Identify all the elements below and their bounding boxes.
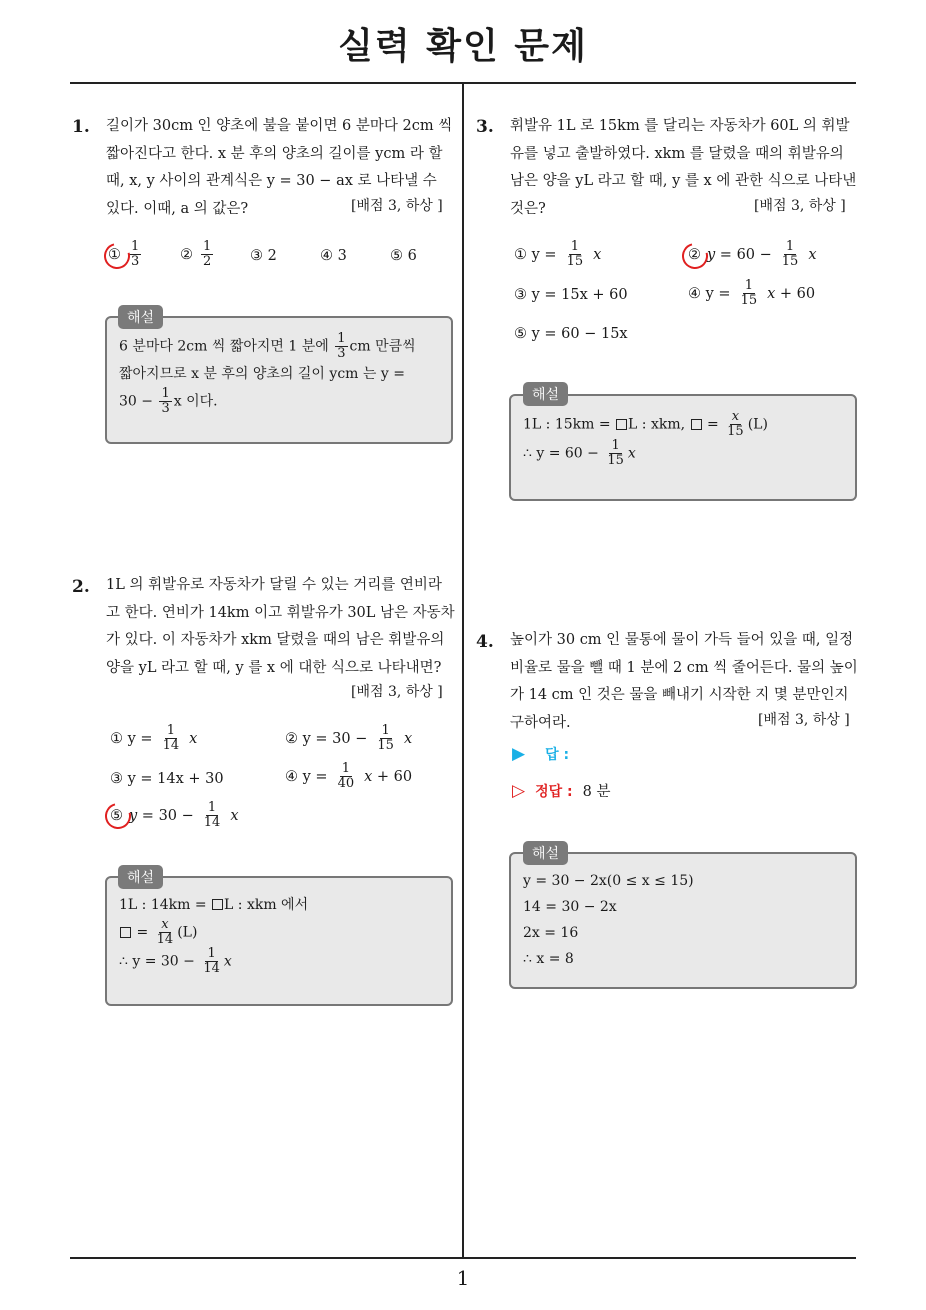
explain-text: ∴ y = 60 − [523,445,599,462]
fraction: $\frac{1}{14}$ [203,946,220,976]
q4-line: 높이가 30 cm 인 물통에 물이 가득 들어 있을 때, 일정 [510,632,854,648]
q1-number: 1. [72,117,90,137]
explain-text: ∴ y = 30 − [119,953,195,970]
explain-text: cm 만큼씩 [349,338,416,355]
fraction: $\frac{1}{40}$ [337,761,355,791]
choice-label: ① y = [110,730,153,747]
q2-line: 가 있다. 이 자동차가 xkm 달렸을 때의 남은 휘발유의 [106,632,445,648]
q4-score: [배점 3, 하상 ] [758,712,850,728]
q3-score: [배점 3, 하상 ] [754,198,846,214]
q1-line: 짧아진다고 한다. x 분 후의 양초의 길이를 ycm 라 할 [106,145,443,162]
correct-value: 8 분 [582,784,611,800]
q3-line: 유를 넣고 출발하였다. xkm 를 달렸을 때의 휘발유의 [510,145,844,162]
explanation-tag: 해설 [118,305,163,329]
fraction: $\frac{1}{14}$ [162,723,180,753]
choice-label: ① [108,246,121,263]
explain-text: L : xkm, [628,416,690,433]
explain-text: 2x = 16 [523,925,579,941]
blank-box-icon [616,419,627,430]
q3-choice-3[interactable]: ③ y = 15x + 60 [514,287,628,303]
fraction: $\frac{1}{15}$ [377,723,394,753]
q4-line: 가 14 cm 인 것은 물을 빼내기 시작한 지 몇 분만인지 [510,687,849,703]
explain-text: 1L : 14km = [119,897,212,913]
page-title: 실력 확인 문제 [338,26,588,67]
q2-score: [배점 3, 하상 ] [351,684,443,700]
explanation-tag: 해설 [523,382,568,406]
q4-line: 구하여라. [510,714,571,731]
q1-line: 때, x, y 사이의 관계식은 y = 30 − ax 로 나타낼 수 [106,173,437,189]
q2-line: 1L 의 휘발유로 자동차가 달릴 수 있는 거리를 연비라 [106,577,442,593]
q3-number: 3. [476,117,494,137]
answer-label: 답 : [545,747,570,763]
q1-score: [배점 3, 하상 ] [351,198,443,214]
explain-text: 짧아지므로 x 분 후의 양초의 길이 ycm 는 y = [119,366,405,382]
q3-choice-4[interactable]: ④ y = $\frac{1}{15}$ x + 60 [688,278,816,308]
choice-label: ② [688,246,701,263]
q3-choice-5[interactable]: ⑤ y = 60 − 15x [514,326,628,342]
q2-text [106,572,456,682]
explain-text: 6 분마다 2cm 씩 짧아지면 1 분에 [119,338,329,355]
q2-number: 2. [72,577,90,597]
explain-text: ∴ x = 8 [523,951,574,967]
explain-text: 30 − [119,393,153,410]
explain-text: y = 30 − 2x(0 ≤ x ≤ 15) [523,873,694,889]
fraction: $\frac{1}{3}$ [161,386,170,416]
q4-number: 4. [476,632,494,652]
explanation-tag: 해설 [523,841,568,865]
fraction: $\frac{1}{15}$ [781,239,799,269]
explain-text: x 이다. [173,393,218,410]
choice-label: ④ y = [688,285,731,302]
explanation-tag: 해설 [118,865,163,889]
blank-box-icon [212,899,223,910]
fraction: $\frac{1}{15}$ [566,239,584,269]
choice-label: ④ y = [285,768,328,785]
correct-label: 정답 : [535,783,573,800]
q1-choice-5[interactable]: ⑤ 6 [390,248,417,264]
fraction: $\frac{x}{15}$ [727,409,744,439]
explain-text: L : xkm 에서 [224,897,309,913]
q2-line: 양을 yL 라고 할 때, y 를 x 에 대한 식으로 나타내면? [106,659,442,676]
page-number: 1 [456,1266,470,1290]
fraction: $\frac{1}{2}$ [203,239,212,269]
q3-line: 것은? [510,200,546,217]
play-arrow-icon: ▶ [512,744,526,764]
q2-choice-5[interactable]: ⑤ y = 30 − $\frac{1}{14}$ x [110,800,239,830]
q2-choice-2[interactable]: ② y = 30 − $\frac{1}{15}$ x [285,723,413,753]
q1-line: 길이가 30cm 인 양초에 불을 붙이면 6 분마다 2cm 씩 [106,118,453,134]
fraction: $\frac{1}{3}$ [337,331,346,361]
fraction: $\frac{1}{3}$ [131,239,140,269]
fraction: $\frac{x}{14}$ [156,917,174,947]
q1-explanation-box [105,316,453,444]
q2-line: 고 한다. 연비가 14km 이고 휘발유가 30L 남은 자동차 [106,604,455,621]
q2-choice-1[interactable]: ① y = $\frac{1}{14}$ x [110,723,198,753]
blank-box-icon [120,927,131,938]
explain-text: 1L : 15km = [523,416,616,433]
fraction: $\frac{1}{15}$ [607,438,624,468]
q3-explanation-box: 1L : 15km = L : xkm, = $\frac{x}{15}$ (L) ∴ y = 60 − $\frac{1}{15}$ x [509,394,857,501]
q1-choice-2[interactable] [180,240,215,269]
q2-choice-3[interactable]: ③ y = 14x + 30 [110,771,224,787]
q1-choice-3[interactable]: ③ 2 [250,248,277,264]
blank-box-icon [691,419,702,430]
outline-arrow-icon: ▷ [512,780,526,801]
answer-line [512,744,569,764]
column-divider [462,84,464,1258]
fraction: $\frac{1}{14}$ [203,800,221,830]
fraction: $\frac{1}{15}$ [740,278,758,308]
choice-label: ② [180,246,193,263]
bottom-divider [70,1257,856,1259]
q4-explanation-box [509,852,857,989]
q3-choice-2[interactable]: ② y = 60 − $\frac{1}{15}$ x [688,239,817,269]
choice-label: ⑤ [110,807,123,824]
q1-choice-4[interactable]: ④ 3 [320,248,347,264]
q1-line: 있다. 이때, a 의 값은? [106,200,249,217]
explain-text: (L) [177,924,198,941]
explain-text: (L) [747,416,768,433]
q2-explanation-box: 1L : 14km = L : xkm 에서 = $\frac{x}{14}$ (L) ∴ y = 30 − $\frac{1}{14}$ x [105,876,453,1006]
q3-line: 남은 양을 yL 라고 할 때, y 를 x 에 관한 식으로 나타낸 [510,173,857,189]
correct-answer-line [512,780,610,801]
choice-label: ② y = 30 − [285,730,368,747]
choice-label: ① y = [514,246,557,263]
explain-text: 14 = 30 − 2x [523,899,617,915]
q4-line: 비율로 물을 뺄 때 1 분에 2 cm 씩 줄어든다. 물의 높이 [510,659,858,676]
q3-line: 휘발유 1L 로 15km 를 달리는 자동차가 60L 의 휘발 [510,118,850,134]
q2-choice-4[interactable]: ④ y = $\frac{1}{40}$ x + 60 [285,761,413,791]
q3-choice-1[interactable]: ① y = $\frac{1}{15}$ x [514,239,602,269]
